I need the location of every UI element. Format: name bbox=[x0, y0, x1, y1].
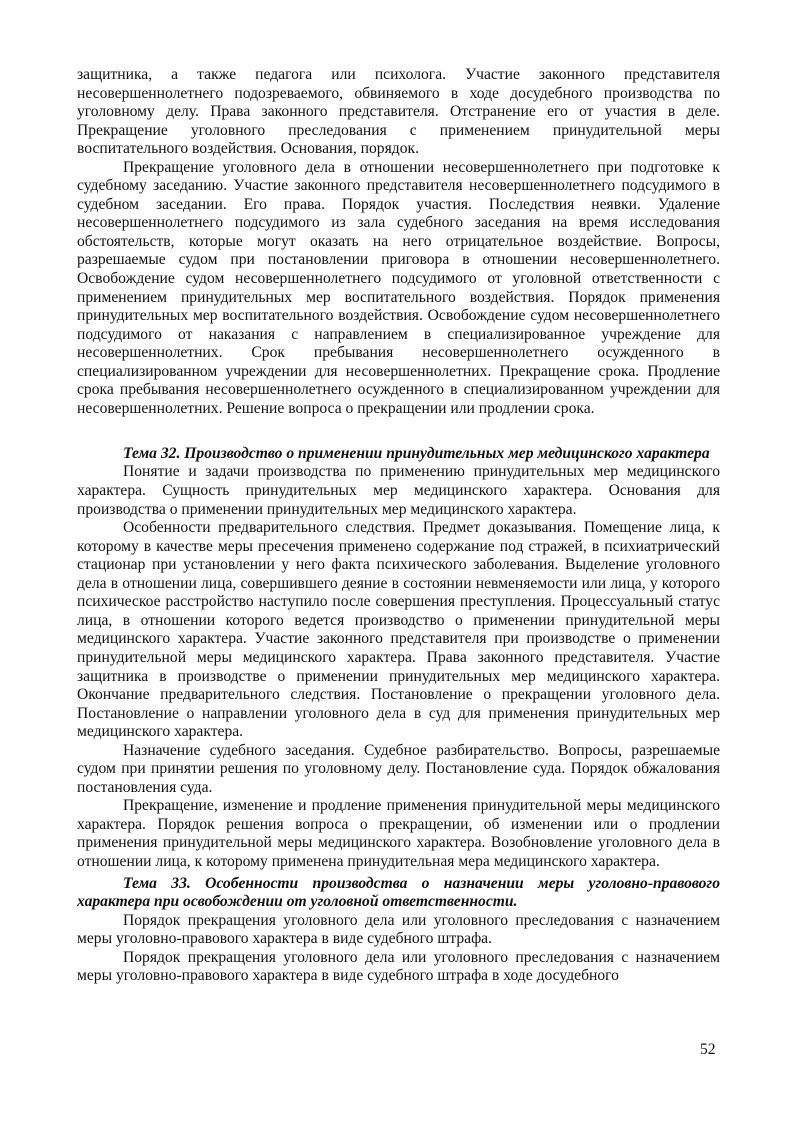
topic-32-paragraph: Понятие и задачи производства по применению принудительных мер медицинского характера. Сущность принудительных мер медицинского характера. Основания для производства о применении принудительных мер медицинского характера. bbox=[77, 463, 720, 518]
topic-32-paragraph: Прекращение, изменение и продление применения принудительной меры медицинского характера. Порядок решения вопроса о прекращении, об изменении или о продлении применения принудительной меры медицинского характера. Возобновление уголовного дела в отношении лица, к которому применена принудительная мера медицинского характера. bbox=[77, 797, 720, 870]
paragraph-continuation: защитника, а также педагога или психолога. Участие законного представителя несовершеннолетнего подозреваемого, обвиняемого в ходе досудебного производства по уголовному делу. Права законного представителя. Отстранение его от участия в деле. Прекращение уголовного преследования с применением принудительной меры воспитательного воздействия. Основания, порядок. bbox=[77, 66, 720, 158]
spacer bbox=[77, 437, 720, 445]
document-page bbox=[77, 66, 720, 986]
page-number: 52 bbox=[700, 1041, 716, 1058]
spacer bbox=[77, 418, 720, 437]
topic-33-paragraph: Порядок прекращения уголовного дела или уголовного преследования с назначением меры уголовно-правового характера в виде судебного штрафа в ходе досудебного bbox=[77, 948, 720, 985]
topic-33-paragraph: Порядок прекращения уголовного дела или уголовного преследования с назначением меры уголовно-правового характера в виде судебного штрафа. bbox=[77, 911, 720, 948]
paragraph-juvenile-court: Прекращение уголовного дела в отношении несовершеннолетнего при подготовке к судебному заседанию. Участие законного представителя несовершеннолетнего подсудимого в судебном заседании. Его права. Порядок участия. Последствия неявки. Удаление несовершеннолетнего подсудимого из зала судебного заседания на время исследования обстоятельств, которые могут оказать на него отрицательное воздействие. Вопросы, разрешаемые судом при постановлении приговора в отношении несовершеннолетнего. Освобождение судом несовершеннолетнего подсудимого от уголовной ответственности с применением принудительных мер воспитательного воздействия. Порядок применения принудительных мер воспитательного воздействия. Освобождение судом несовершеннолетнего подсудимого от наказания с направлением в специализированное учреждение для несовершеннолетних. Срок пребывания несовершеннолетнего осужденного в специализированном учреждении для несовершеннолетних. Прекращение срока. Продление срока пребывания несовершеннолетнего осужденного в специализированном учреждении для несовершеннолетних. Решение вопроса о прекращении или продлении срока. bbox=[77, 158, 720, 417]
topic-32-heading: Тема 32. Производство о применении принудительных мер медицинского характера bbox=[123, 444, 710, 462]
topic-32-paragraph: Назначение судебного заседания. Судебное разбирательство. Вопросы, разрешаемые судом при принятии решения по уголовному делу. Постановление суда. Порядок обжалования постановления суда. bbox=[77, 741, 720, 796]
topic-33-heading: Тема 33. Особенности производства о назначении меры уголовно-правового характера при освобождении от уголовной ответственности. bbox=[77, 874, 720, 911]
topic-32-paragraph: Особенности предварительного следствия. Предмет доказывания. Помещение лица, к которому в качестве меры пресечения применено содержание под стражей, в психиатрический стационар при установлении у него факта психического заболевания. Выделение уголовного дела в отношении лица, совершившего деяние в состоянии невменяемости или лица, у которого психическое расстройство наступило после совершения преступления. Процессуальный статус лица, в отношении которого ведется производство о применении принудительной меры медицинского характера. Участие законного представителя при производстве о применении принудительной меры медицинского характера. Права законного представителя. Участие защитника в производстве о применении принудительных мер медицинского характера. Окончание предварительного следствия. Постановление о прекращении уголовного дела. Постановление о направлении уголовного дела в суд для применения принудительных мер медицинского характера. bbox=[77, 519, 720, 741]
